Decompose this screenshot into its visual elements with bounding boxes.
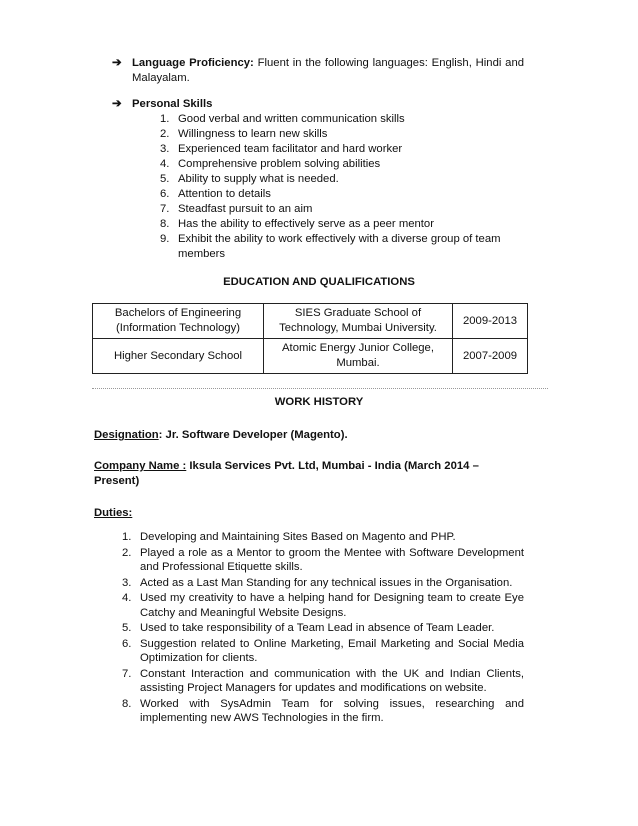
list-text: Acted as a Last Man Standing for any technical issues in the Organisation.	[140, 576, 513, 589]
table-row	[93, 339, 528, 374]
list-number: 4.	[122, 592, 132, 604]
list-text: Used my creativity to have a helping hand for Designing team to create Eye Catchy and Meaningful Website Designs.	[140, 592, 524, 619]
duties-heading	[94, 506, 524, 521]
list-text: Comprehensive problem solving abilities	[178, 158, 381, 170]
institute-cell: Atomic Energy Junior College, Mumbai.	[264, 339, 453, 374]
list-item	[122, 667, 524, 696]
list-text: Exhibit the ability to work effectively with a diverse group of team members	[178, 233, 501, 260]
list-item	[160, 202, 524, 217]
list-text: Constant Interaction and communication with the UK and Indian Clients, assisting Project Managers for updates and modifications on website.	[140, 667, 524, 694]
list-item	[160, 217, 524, 232]
arrow-icon: ➔	[112, 57, 122, 69]
years-cell: 2009-2013	[453, 304, 528, 339]
list-item	[122, 591, 524, 620]
list-number: 3.	[122, 576, 132, 589]
list-text: Used to take responsibility of a Team Lead in absence of Team Leader.	[140, 622, 495, 634]
list-item	[160, 232, 524, 262]
company-line	[94, 459, 524, 489]
years-cell: 2007-2009	[453, 339, 528, 374]
company-value: Iksula Services Pvt. Ltd, Mumbai - India (March 2014 – Present)	[94, 460, 479, 487]
list-item	[122, 637, 524, 666]
list-number: 6.	[160, 188, 170, 200]
divider	[92, 388, 548, 389]
list-text: Attention to details	[178, 188, 271, 200]
list-number: 3.	[160, 143, 170, 155]
arrow-icon: ➔	[112, 98, 122, 110]
designation-value: : Jr. Software Developer (Magento).	[158, 429, 348, 441]
education-table	[92, 303, 528, 374]
language-proficiency-label: Language Proficiency:	[132, 57, 254, 69]
list-text: Suggestion related to Online Marketing, Email Marketing and Social Media Optimization for clients.	[140, 637, 524, 664]
language-proficiency	[112, 56, 524, 85]
list-number: 2.	[160, 128, 170, 140]
table-row	[93, 304, 528, 339]
list-item	[160, 127, 524, 142]
list-number: 8.	[160, 218, 170, 230]
list-number: 1.	[122, 531, 132, 543]
language-proficiency-text	[132, 56, 524, 85]
list-number: 5.	[160, 173, 170, 185]
list-number: 9.	[160, 233, 170, 245]
list-text: Worked with SysAdmin Team for solving issues, researching and implementing new AWS Technologies in the firm.	[140, 697, 524, 724]
list-item	[122, 621, 524, 636]
list-number: 2.	[122, 546, 132, 559]
list-item	[160, 187, 524, 202]
list-number: 4.	[160, 158, 170, 170]
education-heading: EDUCATION AND QUALIFICATIONS	[223, 276, 415, 288]
degree-cell: Bachelors of Engineering (Information Technology)	[93, 304, 264, 339]
list-item	[122, 576, 524, 591]
personal-skills-label: Personal Skills	[132, 98, 213, 110]
work-history-heading: WORK HISTORY	[274, 396, 364, 408]
list-item	[122, 697, 524, 726]
duties-label: Duties:	[94, 507, 133, 519]
list-text: Experienced team facilitator and hard worker	[178, 143, 403, 155]
list-text: Has the ability to effectively serve as a peer mentor	[178, 218, 434, 230]
language-proficiency-value: Fluent in the following languages: English, Hindi and Malayalam.	[132, 57, 525, 84]
list-item	[160, 157, 524, 172]
list-text: Played a role as a Mentor to groom the Mentee with Software Development and Professional Etiquette skills.	[140, 546, 524, 573]
personal-skills-heading	[112, 97, 524, 112]
list-item	[160, 112, 524, 127]
personal-skills-list	[160, 112, 524, 262]
list-text: Developing and Maintaining Sites Based on Magento and PHP.	[140, 531, 456, 543]
list-item	[122, 546, 524, 575]
list-item	[160, 172, 524, 187]
institute-cell: SIES Graduate School of Technology, Mumbai University.	[264, 304, 453, 339]
list-item	[160, 142, 524, 157]
designation-line	[94, 428, 524, 443]
duties-list	[122, 530, 524, 727]
list-item	[122, 530, 524, 545]
list-number: 1.	[160, 113, 170, 125]
list-number: 7.	[160, 203, 170, 215]
list-number: 8.	[122, 697, 132, 710]
list-text: Ability to supply what is needed.	[178, 173, 339, 185]
designation-label: Designation	[94, 429, 159, 441]
list-number: 5.	[122, 622, 132, 634]
list-number: 7.	[122, 667, 132, 680]
company-label: Company Name :	[94, 460, 187, 472]
list-text: Steadfast pursuit to an aim	[178, 203, 313, 215]
list-number: 6.	[122, 637, 132, 650]
list-text: Willingness to learn new skills	[178, 128, 328, 140]
degree-cell: Higher Secondary School	[93, 339, 264, 374]
list-text: Good verbal and written communication skills	[178, 113, 405, 125]
